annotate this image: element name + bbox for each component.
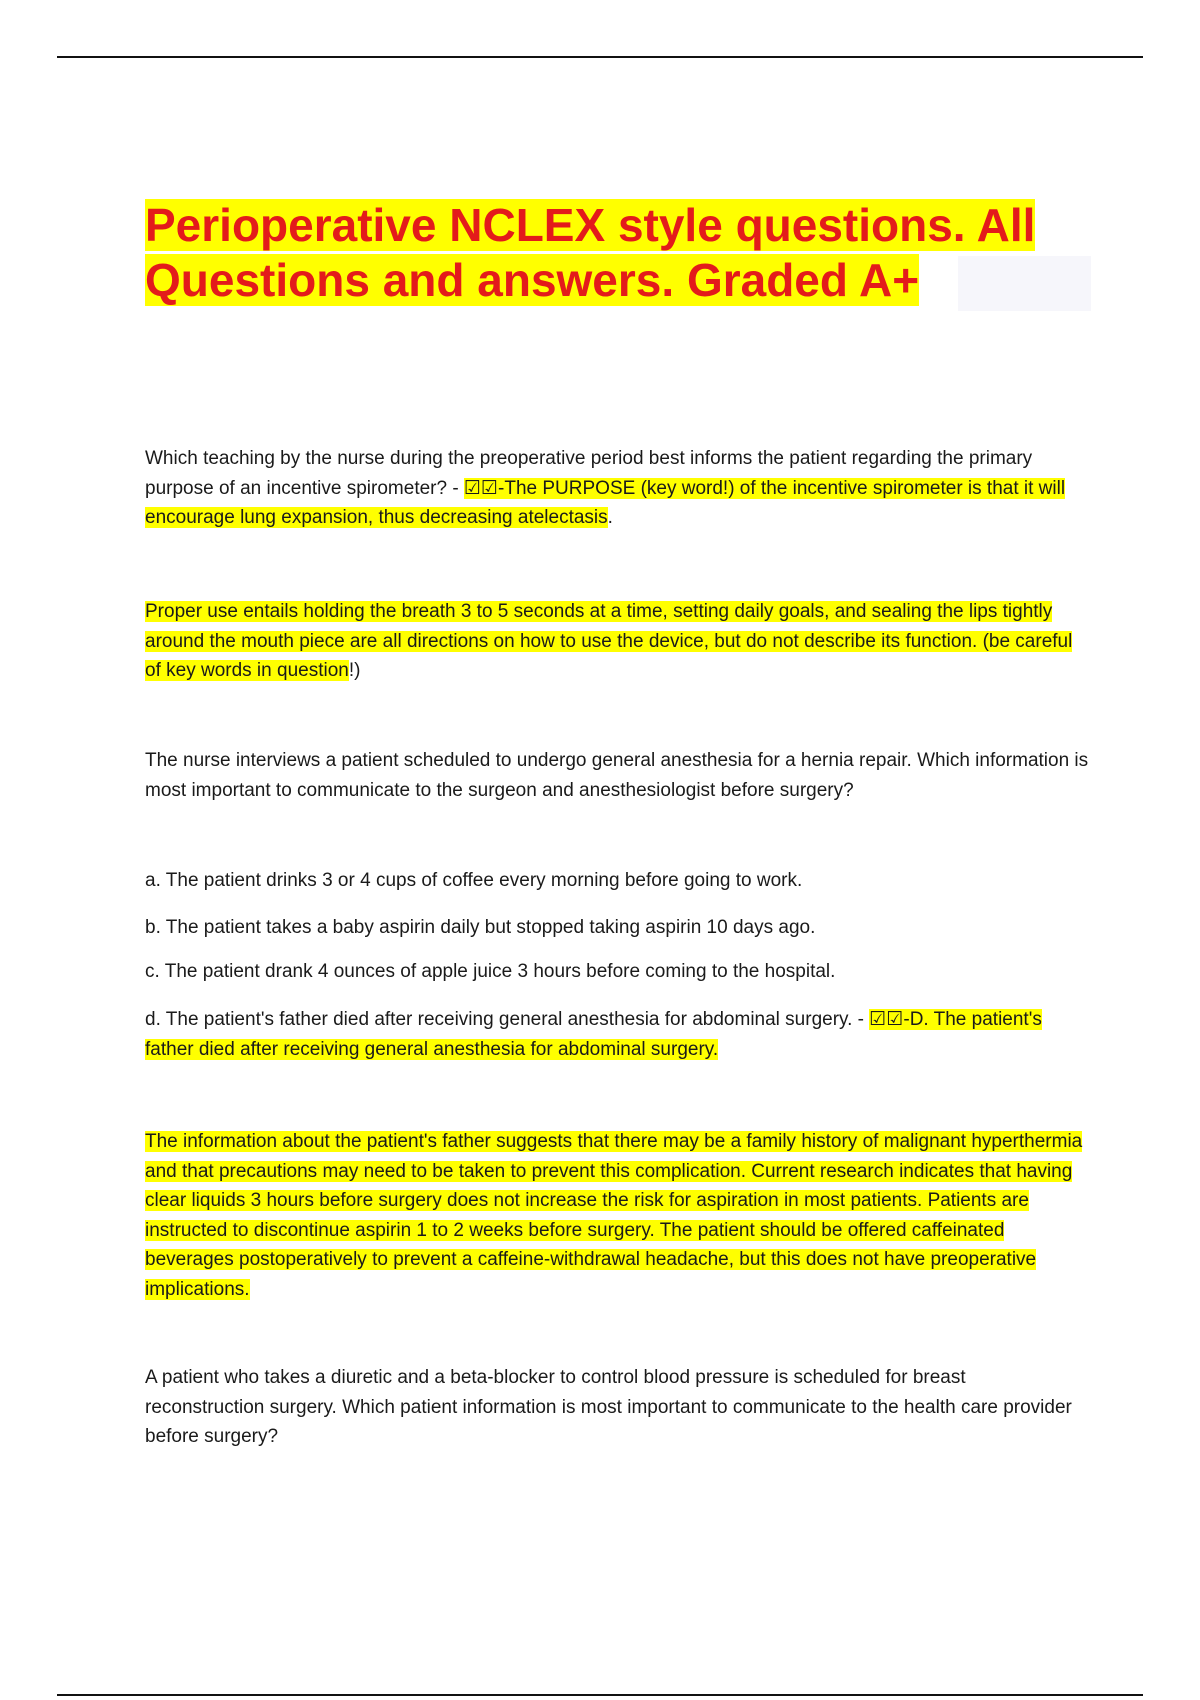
question-1-explanation-text: Proper use entails holding the breath 3 to 5 seconds at a time, setting daily goals, and sealing the lips tightly around the mouth piece are all directions on how to use the device, but do not describe its function. (be careful of key words in question xyxy=(145,601,1073,681)
document-title xyxy=(145,198,1095,308)
question-2-answer-text: -D. The patient's father died after receiving general anesthesia for abdominal surgery. xyxy=(145,1009,1042,1060)
question-2-option-a: a. The patient drinks 3 or 4 cups of coffee every morning before going to work. xyxy=(145,870,803,891)
bottom-rule xyxy=(57,1694,1143,1696)
question-1-answer-end: . xyxy=(607,507,613,528)
check-mark-icon: ☑☑ xyxy=(869,1009,904,1030)
question-2-option-c: c. The patient drank 4 ounces of apple juice 3 hours before coming to the hospital. xyxy=(145,961,836,982)
question-1 xyxy=(145,444,1090,533)
question-1-answer-text: -The PURPOSE (key word!) of the incentive spirometer is that it will encourage lung expansion, thus decreasing atelectasis xyxy=(145,477,1066,528)
question-2-explanation xyxy=(145,1127,1090,1304)
question-2: The nurse interviews a patient scheduled to undergo general anesthesia for a hernia repair. Which information is most important to communicate to the surgeon and anesthesiologist before surgery? xyxy=(145,750,1089,801)
question-1-explanation-end: !) xyxy=(348,660,361,681)
question-1-explanation xyxy=(145,597,1090,686)
top-rule xyxy=(57,56,1143,58)
question-3: A patient who takes a diuretic and a beta-blocker to control blood pressure is scheduled for breast reconstruction surgery. Which patient information is most important to communicate to the health care provider before surgery? xyxy=(145,1367,1072,1447)
question-2-option-b: b. The patient takes a baby aspirin daily but stopped taking aspirin 10 days ago. xyxy=(145,917,816,938)
question-2-explanation-text: The information about the patient's father suggests that there may be a family history of malignant hyperthermia and that precautions may need to be taken to prevent this complication. Current research indicates that having clear liquids 3 hours before surgery does not increase the risk for aspiration in most patients. Patients are instructed to discontinue aspirin 1 to 2 weeks before surgery. The patient should be offered caffeinated beverages postoperatively to prevent a caffeine-withdrawal headache, but this does not have preoperative implications. xyxy=(145,1131,1083,1300)
question-1-text: Which teaching by the nurse during the preoperative period best informs the patient regarding the primary purpose of an incentive spirometer? - xyxy=(145,448,1033,499)
check-mark-icon: ☑☑ xyxy=(463,477,499,499)
title-text: Perioperative NCLEX style questions. All Questions and answers. Graded A+ xyxy=(145,199,1036,306)
question-2-option-d xyxy=(145,1005,1090,1064)
question-2-option-d-text: d. The patient's father died after receiving general anesthesia for abdominal surgery. - xyxy=(145,1009,870,1030)
